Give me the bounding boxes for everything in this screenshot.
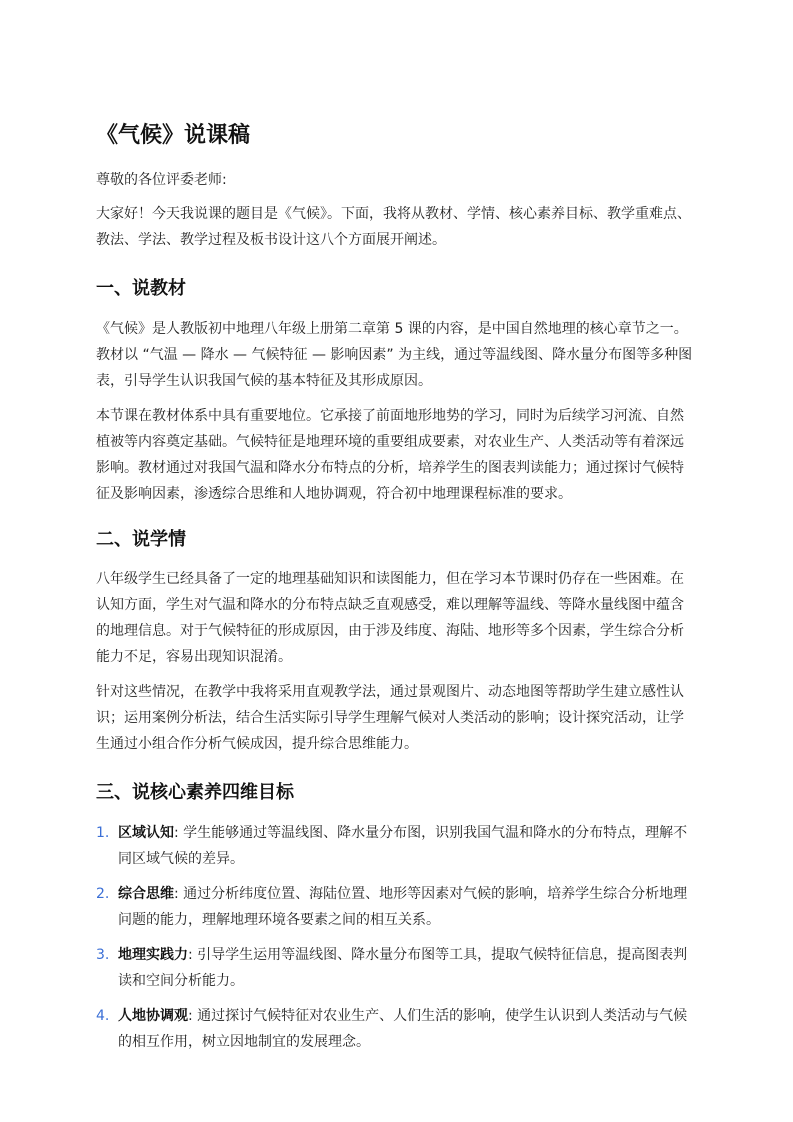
term-separator: : — [188, 1008, 193, 1024]
goal-text: 通过探讨气候特征对农业生产、人们生活的影响，使学生认识到人类活动与气候的相互作用，树立因地制宜的发展理念。 — [118, 1008, 688, 1050]
term-separator: : — [174, 886, 179, 902]
intro-paragraph: 大家好！今天我说课的题目是《气候》。下面，我将从教材、学情、核心素养目标、教学重难点、教法、学法、教学过程及板书设计这八个方面展开阐述。 — [96, 206, 691, 248]
section-heading: 一、说教材 — [96, 278, 186, 299]
paragraph: 《气候》是人教版初中地理八年级上册第二章第 5 课的内容，是中国自然地理的核心章节之一。教材以 “气温 — 降水 — 气候特征 — 影响因素” 为主线，通过等温线图、降水量分布图等多种图表，引导学生认识我国气候的基本特征及其形成原因。 — [96, 321, 693, 389]
list-number: 1. — [96, 825, 110, 841]
paragraph: 针对这些情况，在教学中我将采用直观教学法，通过景观图片、动态地图等帮助学生建立感性认识；运用案例分析法，结合生活实际引导学生理解气候对人类活动的影响；设计探究活动，让学生通过小组合作分析气候成因，提升综合思维能力。 — [96, 684, 684, 752]
list-item — [96, 881, 697, 933]
goal-text: 学生能够通过等温线图、降水量分布图，识别我国气温和降水的分布特点，理解不同区域气候的差异。 — [118, 825, 688, 867]
list-number: 2. — [96, 886, 110, 902]
paragraph: 本节课在教材体系中具有重要地位。它承接了前面地形地势的学习，同时为后续学习河流、自然植被等内容奠定基础。气候特征是地理环境的重要组成要素，对农业生产、人类活动等有着深远影响。教材通过对我国气温和降水分布特点的分析，培养学生的图表判读能力；通过探讨气候特征及影响因素，渗透综合思维和人地协调观，符合初中地理课程标准的要求。 — [96, 408, 684, 502]
goal-term: 地理实践力 — [118, 947, 188, 963]
paragraph: 八年级学生已经具备了一定的地理基础知识和读图能力，但在学习本节课时仍存在一些困难。在认知方面，学生对气温和降水的分布特点缺乏直观感受，难以理解等温线、等降水量线图中蕴含的地理信息。对于气候特征的形成原因，由于涉及纬度、海陆、地形等多个因素，学生综合分析能力不足，容易出现知识混淆。 — [96, 571, 684, 665]
goal-text: 通过分析纬度位置、海陆位置、地形等因素对气候的影响，培养学生综合分析地理问题的能力，理解地理环境各要素之间的相互关系。 — [118, 886, 688, 928]
section-heading: 二、说学情 — [96, 529, 186, 550]
goal-text: 引导学生运用等温线图、降水量分布图等工具，提取气候特征信息，提高图表判读和空间分析能力。 — [118, 947, 688, 989]
list-number: 3. — [96, 947, 110, 963]
list-item — [96, 1003, 697, 1055]
section-student-analysis — [96, 526, 697, 757]
document-title: 《气候》说课稿 — [96, 123, 251, 148]
greeting-text: 尊敬的各位评委老师: — [96, 172, 227, 188]
section-textbook — [96, 275, 697, 507]
goal-list — [96, 820, 697, 1055]
section-core-literacy-goals — [96, 779, 697, 1055]
goal-term: 人地协调观 — [118, 1008, 188, 1024]
list-item — [96, 942, 697, 994]
goal-term: 综合思维 — [118, 886, 174, 902]
term-separator: : — [174, 825, 179, 841]
list-number: 4. — [96, 1008, 110, 1024]
goal-term: 区域认知 — [118, 825, 174, 841]
list-item — [96, 820, 697, 872]
section-heading: 三、说核心素养四维目标 — [96, 782, 294, 803]
term-separator: : — [188, 947, 193, 963]
